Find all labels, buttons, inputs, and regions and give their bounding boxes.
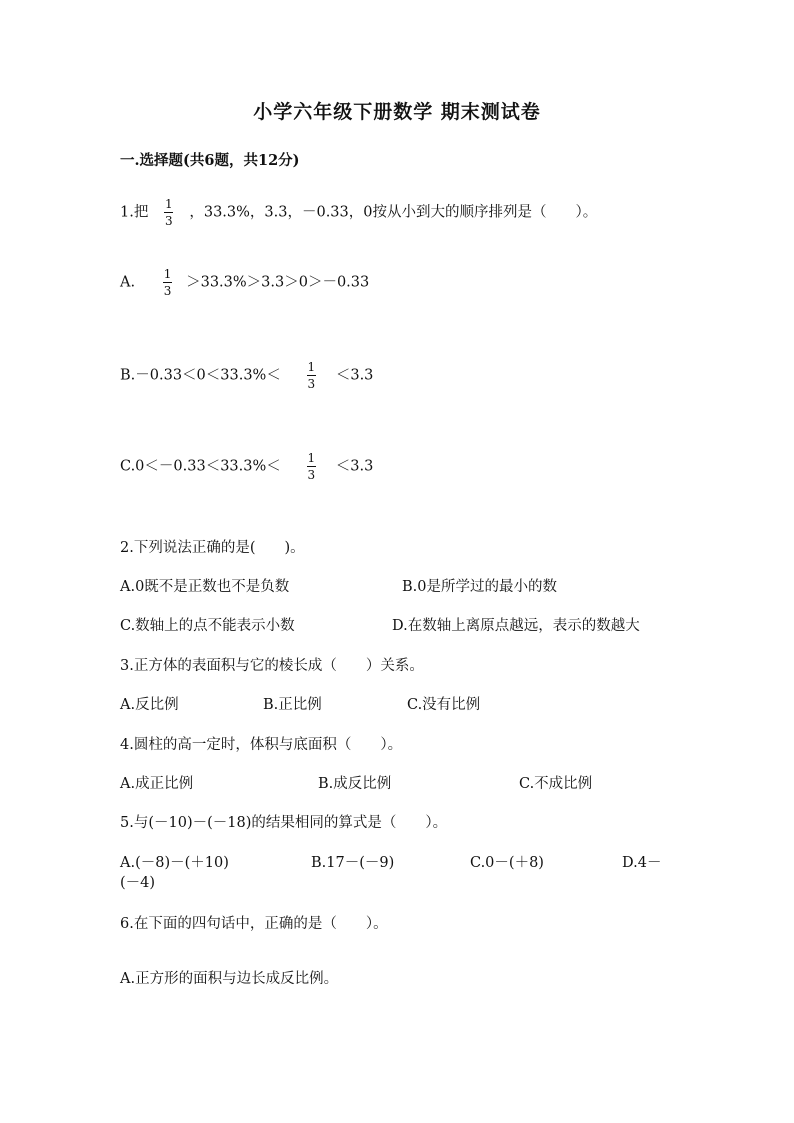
question-5-option-a: A.(－8)－(＋10) xyxy=(120,855,229,871)
question-2-option-d: D.在数轴上离原点越远，表示的数越大 xyxy=(392,618,640,634)
fraction-one-third: $\frac{1}{3}$ xyxy=(163,267,172,298)
question-1-stem xyxy=(120,197,597,228)
question-4-option-b: B.成反比例 xyxy=(318,776,392,792)
question-5-stem: 5.与(－10)－(－18)的结果相同的算式是（ ）。 xyxy=(120,815,448,831)
question-2-option-a: A.0既不是正数也不是负数 xyxy=(120,579,290,595)
fraction-one-third: $\frac{1}{3}$ xyxy=(165,197,173,228)
question-3-option-b: B.正比例 xyxy=(263,697,322,713)
question-5-option-d: D.4－ xyxy=(622,855,662,871)
question-6-stem: 6.在下面的四句话中，正确的是（ ）。 xyxy=(120,916,388,932)
q1-text-after: ，33.3%，3.3，－0.33，0按从小到大的顺序排列是（ ）。 xyxy=(189,204,598,221)
question-2-option-c: C.数轴上的点不能表示小数 xyxy=(120,618,295,634)
question-5-option-c: C.0－(＋8) xyxy=(470,855,544,871)
question-1-option-b: B.－0.33＜0＜33.3%＜ $\frac{1}{3}$ ＜3.3 xyxy=(120,360,374,391)
question-2-option-b: B.0是所学过的最小的数 xyxy=(402,579,557,595)
fraction-one-third: $\frac{1}{3}$ xyxy=(307,360,316,391)
question-5-option-b: B.17－(－9) xyxy=(311,855,395,871)
question-4-option-a: A.成正比例 xyxy=(120,776,194,792)
question-3-stem: 3.正方体的表面积与它的棱长成（ ）关系。 xyxy=(120,658,424,674)
question-4-option-c: C.不成比例 xyxy=(519,776,593,792)
question-3-option-c: C.没有比例 xyxy=(407,697,481,713)
question-1-option-a: A. $\frac{1}{3}$ ＞33.3%＞3.3＞0＞－0.33 xyxy=(120,267,370,298)
q1-text-before: 1.把 xyxy=(120,204,149,221)
page-title: 小学六年级下册数学 期末测试卷 xyxy=(253,101,541,123)
question-6-option-a: A.正方形的面积与边长成反比例。 xyxy=(120,971,339,987)
question-3-option-a: A.反比例 xyxy=(120,697,179,713)
question-1-option-c: C.0＜－0.33＜33.3%＜ $\frac{1}{3}$ ＜3.3 xyxy=(120,451,374,482)
question-2-stem: 2.下列说法正确的是( )。 xyxy=(120,540,305,556)
section-heading: 一.选择题(共6题，共12分) xyxy=(120,152,300,169)
question-5-option-d-continued: (－4) xyxy=(120,875,156,891)
fraction-one-third: $\frac{1}{3}$ xyxy=(307,451,316,482)
question-4-stem: 4.圆柱的高一定时，体积与底面积（ ）。 xyxy=(120,737,403,753)
